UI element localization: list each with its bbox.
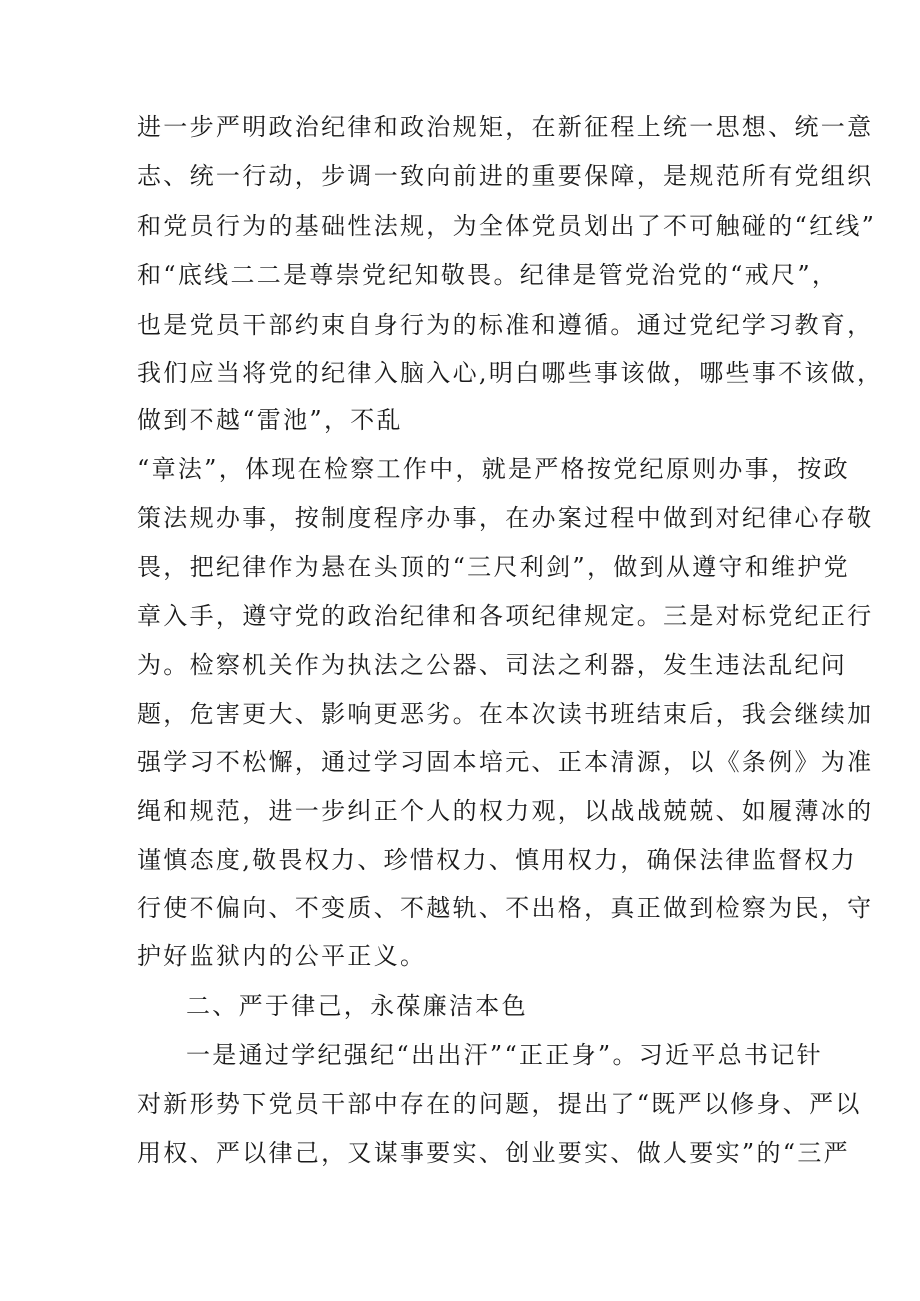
text-line: 绳和规范，进一步纠正个人的权力观，以战战兢兢、如履薄冰的 (137, 797, 874, 825)
text-line: 护好监狱内的公平正义。 (137, 942, 427, 970)
text-line: 志、统一行动，步调一致向前进的重要保障，是规范所有党组织 (137, 162, 874, 190)
text-line: 用权、严以律己，又谋事要实、创业要实、做人要实”的“三严 (137, 1139, 850, 1167)
text-line: “章法”，体现在检察工作中，就是严格按党纪原则办事，按政 (137, 455, 850, 483)
text-line: 一是通过学纪强纪“出出汗”“正正身”。习近平总书记针 (186, 1041, 823, 1069)
text-line: 和党员行为的基础性法规，为全体党员划出了不可触碰的“红线” (137, 212, 877, 240)
text-line: 题，危害更大、影响更恶劣。在本次读书班结束后，我会继续加 (137, 700, 874, 728)
text-line: 对新形势下党员干部中存在的问题，提出了“既严以修身、严以 (137, 1090, 862, 1118)
text-line: 章入手，遵守党的政治纪律和各项纪律规定。三是对标党纪正行 (137, 602, 874, 630)
text-line: 行使不偏向、不变质、不越轨、不出格，真正做到检察为民，守 (137, 894, 874, 922)
text-line: 为。检察机关作为执法之公器、司法之利器，发生违法乱纪问 (137, 651, 848, 679)
text-line: 和“底线二二是尊崇党纪知敬畏。纪律是管党治党的“戒尺”， (137, 261, 839, 289)
text-line: 我们应当将党的纪律入脑入心,明白哪些事该做，哪些事不该做， (137, 359, 884, 387)
text-line: 谨慎态度,敬畏权力、珍惜权力、慎用权力，确保法律监督权力 (137, 846, 858, 874)
text-line: 做到不越“雷池”，不乱 (137, 406, 403, 434)
section-heading: 二、严于律己，永葆廉洁本色 (186, 992, 528, 1020)
text-line: 策法规办事，按制度程序办事，在办案过程中做到对纪律心存敬 (137, 504, 874, 532)
text-line: 强学习不松懈，通过学习固本培元、正本清源，以《条例》为准 (137, 748, 874, 776)
text-line: 进一步严明政治纪律和政治规矩，在新征程上统一思想、统一意 (137, 113, 874, 141)
text-line: 也是党员干部约束自身行为的标准和遵循。通过党纪学习教育， (137, 311, 874, 339)
text-line: 畏，把纪律作为悬在头顶的“三尺利剑”，做到从遵守和维护党 (137, 553, 850, 581)
